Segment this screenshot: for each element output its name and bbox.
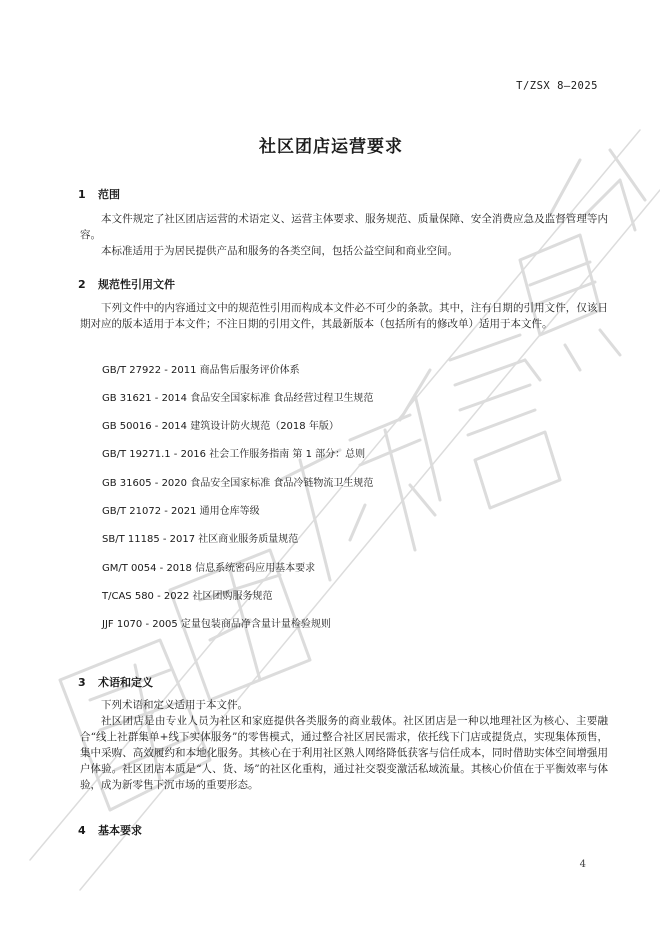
reference-item: GB/T 19271.1 - 2016 社会工作服务指南 第 1 部分：总则: [102, 449, 366, 460]
reference-item: JJF 1070 - 2005 定量包装商品净含量计量检验规则: [102, 619, 331, 630]
section-number: 2: [78, 278, 86, 291]
section-number: 4: [78, 824, 86, 837]
reference-item: GB/T 27922 - 2011 商品售后服务评价体系: [102, 365, 300, 376]
reference-item: GB 31605 - 2020 食品安全国家标准 食品冷链物流卫生规范: [102, 478, 374, 489]
reference-item: GB 50016 - 2014 建筑设计防火规范（2018 年版）: [102, 421, 339, 432]
document-title: 社区团店运营要求: [259, 137, 403, 157]
section-number: 3: [78, 676, 86, 689]
section-heading-normative-refs: [78, 276, 175, 292]
reference-item: GB/T 21072 - 2021 通用仓库等级: [102, 506, 260, 517]
terms-paragraph-1: 下列术语和定义适用于本文件。: [101, 699, 248, 711]
section-number: 1: [78, 188, 86, 201]
scope-paragraph-1: 本文件规定了社区团店运营的术语定义、运营主体要求、服务规范、质量保障、安全消费应急及监督管理等内容。: [80, 213, 608, 241]
scope-paragraph-2: 本标准适用于为居民提供产品和服务的各类空间，包括公益空间和商业空间。: [101, 245, 458, 257]
section-title: 术语和定义: [98, 676, 153, 689]
normative-refs-intro: 下列文件中的内容通过文中的规范性引用而构成本文件必不可少的条款。其中，注有日期的引用文件，仅该日期对应的版本适用于本文件；不注日期的引用文件，其最新版本（包括所有的修改单）适用于本文件。: [80, 302, 608, 330]
reference-item: T/CAS 580 - 2022 社区团购服务规范: [102, 591, 273, 602]
page-number: 4: [579, 859, 586, 870]
section-heading-terms: [78, 674, 153, 690]
section-title: 基本要求: [98, 824, 142, 837]
reference-item: GB 31621 - 2014 食品安全国家标准 食品经营过程卫生规范: [102, 393, 374, 404]
reference-item: GM/T 0054 - 2018 信息系统密码应用基本要求: [102, 563, 316, 574]
reference-item: SB/T 11185 - 2017 社区商业服务质量规范: [102, 534, 299, 545]
terms-paragraph-2: 社区团店是由专业人员为社区和家庭提供各类服务的商业载体。社区团店是一种以地理社区为核心、主要融合“线上社群集单+线下实体服务”的零售模式，通过整合社区居民需求，依托线下门店或提货点，实现集体预售，集中采购、高效履约和本地化服务。其核心在于利用社区熟人网络降低获客与信任成本，同时借助实体空间增强用户体验。社区团店本质是“人、货、场”的社区化重构，通过社交裂变激活私域流量。其核心价值在于平衡效率与体验，成为新零售下沉市场的重要形态。: [80, 715, 608, 791]
section-heading-scope: [78, 186, 120, 202]
section-heading-basic-requirements: [78, 822, 142, 838]
standard-code: T/ZSX 8—2025: [516, 80, 598, 92]
section-title: 范围: [98, 188, 120, 201]
section-title: 规范性引用文件: [98, 278, 175, 291]
